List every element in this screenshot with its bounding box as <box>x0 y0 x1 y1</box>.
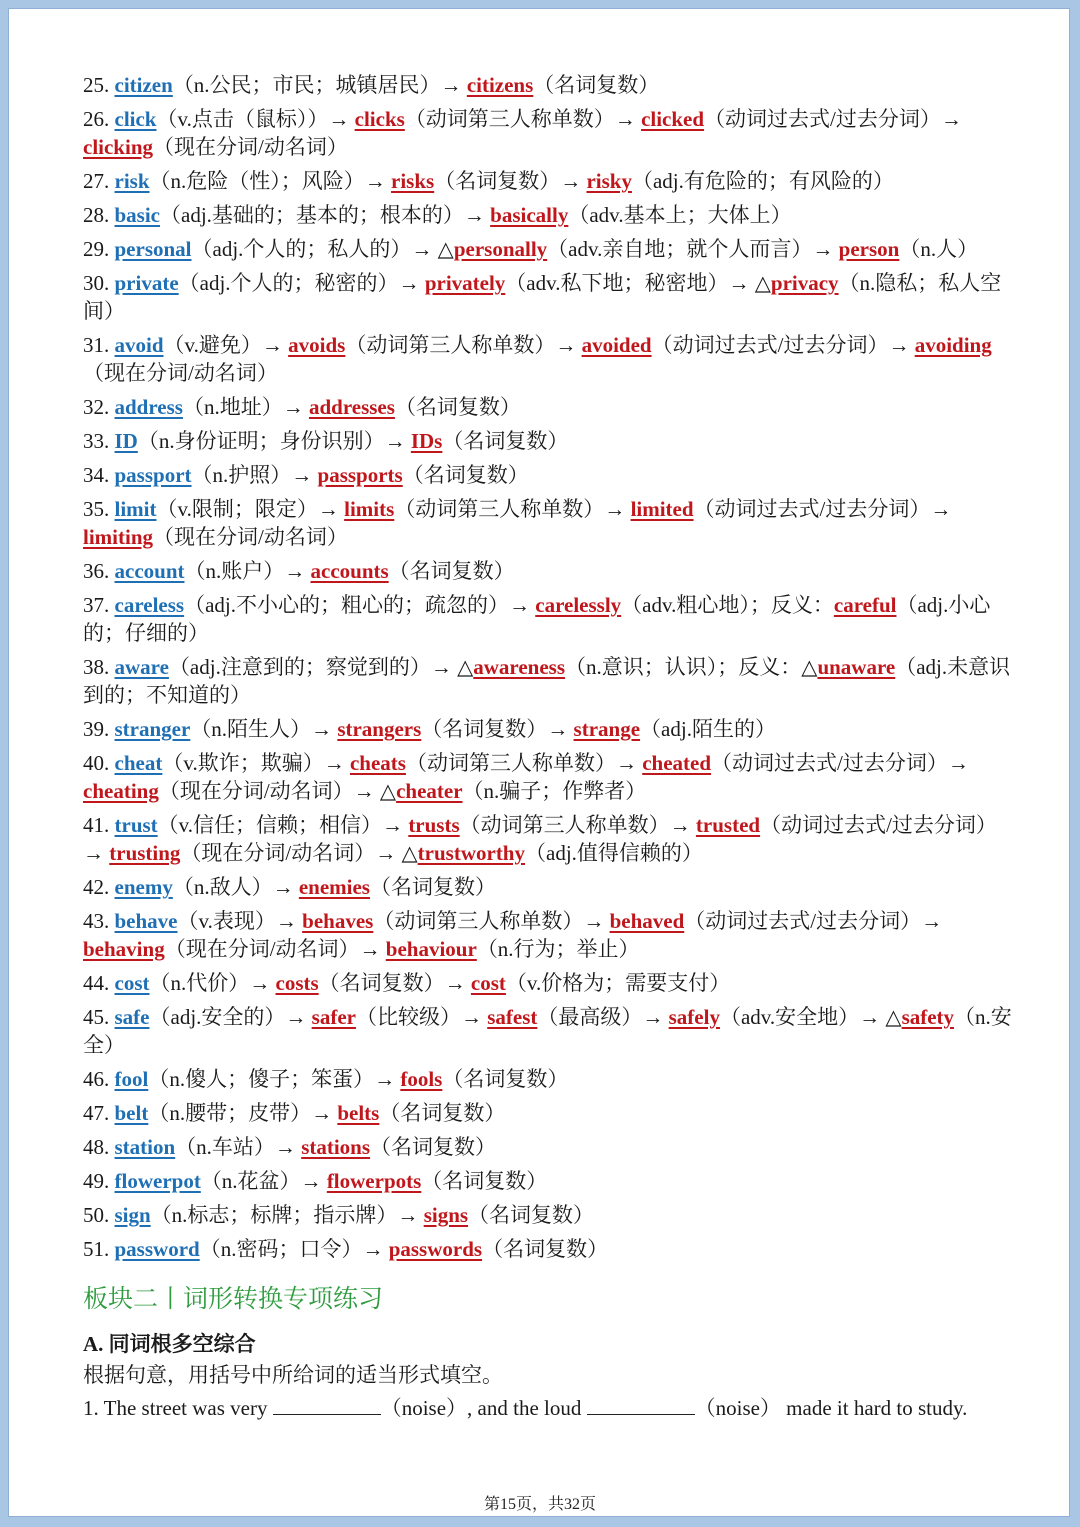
entry-text: （adj.有危险的；有风险的） <box>631 169 894 193</box>
derived-form: trustworthy <box>417 841 525 865</box>
headword: address <box>114 395 183 419</box>
headword: careless <box>114 593 185 617</box>
entry-number: 33. <box>83 429 115 453</box>
derived-form: passports <box>317 463 403 487</box>
vocab-entry <box>83 873 1013 901</box>
derived-form: limited <box>630 497 694 521</box>
entry-number: 25. <box>83 73 115 97</box>
entry-text: （n.密码；口令）→ <box>199 1237 389 1261</box>
entry-text: （adj.基础的；基本的；根本的）→ <box>160 203 491 227</box>
question-1 <box>83 1391 1013 1425</box>
derived-form: safest <box>487 1005 538 1029</box>
entry-text: （动词过去式/过去分词）→ <box>693 497 952 521</box>
derived-form: clicking <box>83 135 154 159</box>
entry-text: （v.点击（鼠标））→ <box>156 107 355 131</box>
entry-text: （动词第三人称单数）→ <box>459 813 696 837</box>
entry-number: 44. <box>83 971 115 995</box>
derived-form: safety <box>901 1005 955 1029</box>
vocab-entry <box>83 749 1013 805</box>
entry-text: （adj.不小心的；粗心的；疏忽的）→ <box>184 593 536 617</box>
entry-number: 31. <box>83 333 115 357</box>
entry-text: （动词第三人称单数）→ <box>373 909 610 933</box>
vocab-entry <box>83 461 1013 489</box>
page-footer: 第15页，共32页 <box>483 1496 596 1513</box>
entry-text: （n.敌人）→ <box>172 875 299 899</box>
derived-form: safely <box>668 1005 720 1029</box>
section-title: 板块二丨词形转换专项练习 <box>83 1284 384 1313</box>
entry-text: （v.价格为；需要支付） <box>505 971 731 995</box>
answer-blank[interactable] <box>273 1396 381 1415</box>
headword: belt <box>114 1101 149 1125</box>
headword: aware <box>114 655 169 679</box>
derived-form: avoided <box>581 333 652 357</box>
entry-text: （名词复数） <box>379 1101 506 1125</box>
entry-number: 36. <box>83 559 115 583</box>
headword: safe <box>114 1005 150 1029</box>
headword: trust <box>114 813 158 837</box>
entry-number: 48. <box>83 1135 115 1159</box>
derived-form: enemies <box>298 875 370 899</box>
derived-form: cost <box>470 971 506 995</box>
headword: cheat <box>114 751 163 775</box>
entry-text: （adj.未意识到的；不知道的） <box>83 655 1011 707</box>
entry-text: （n.陌生人）→ <box>190 717 338 741</box>
entry-number: 40. <box>83 751 115 775</box>
derived-form: privacy <box>770 271 839 295</box>
derived-form: behaviour <box>385 937 477 961</box>
headword: cost <box>114 971 150 995</box>
derived-form: unaware <box>817 655 896 679</box>
vocab-entry <box>83 393 1013 421</box>
derived-form: cheats <box>349 751 406 775</box>
entry-text: （动词过去式/过去分词）→ <box>83 813 997 865</box>
vocab-entry <box>83 653 1013 709</box>
entry-text: （v.欺诈；欺骗）→ <box>162 751 350 775</box>
derived-form: behaving <box>83 937 165 961</box>
derived-form: trusting <box>109 841 181 865</box>
entry-text: （名词复数）→ <box>421 717 574 741</box>
entry-text: （adj.值得信赖的） <box>525 841 703 865</box>
exercise-subtitle: A. 同词根多空综合 <box>83 1332 256 1356</box>
headword: basic <box>114 203 161 227</box>
vocab-entry <box>83 591 1013 647</box>
vocab-entry <box>83 331 1013 387</box>
derived-form: IDs <box>410 429 443 453</box>
entry-text: （动词过去式/过去分词）→ <box>704 107 962 131</box>
headword: fool <box>114 1067 149 1091</box>
vocab-entry <box>83 1003 1013 1059</box>
derived-form: strangers <box>337 717 422 741</box>
entry-number: 27. <box>83 169 115 193</box>
entry-text: （n.腰带；皮带）→ <box>148 1101 338 1125</box>
vocab-entry <box>83 811 1013 867</box>
entry-text: （v.信任；信赖；相信）→ <box>157 813 409 837</box>
entry-number: 47. <box>83 1101 115 1125</box>
entry-text: （名词复数） <box>442 429 569 453</box>
entry-text: （现在分词/动名词）→ <box>164 937 386 961</box>
entry-number: 35. <box>83 497 115 521</box>
derived-form: flowerpots <box>326 1169 422 1193</box>
vocab-entry <box>83 1133 1013 1161</box>
entry-text: （n.身份证明；身份识别）→ <box>137 429 411 453</box>
entry-text: （名词复数） <box>388 559 515 583</box>
entry-text: （n.花盆）→ <box>200 1169 327 1193</box>
entry-text: （adv.私下地；秘密地）→ △ <box>505 271 771 295</box>
content <box>83 71 1013 1425</box>
derived-form: careful <box>833 593 897 617</box>
entry-text: （现在分词/动名词） <box>83 361 278 385</box>
entry-text: （n.安全） <box>83 1005 1012 1057</box>
entry-number: 32. <box>83 395 115 419</box>
derived-form: signs <box>423 1203 469 1227</box>
exercise-instruction: 根据句意，用括号中所给词的适当形式填空。 <box>83 1363 503 1387</box>
vocab-entry <box>83 715 1013 743</box>
entry-number: 51. <box>83 1237 115 1261</box>
entry-text: （动词过去式/过去分词）→ <box>684 909 943 933</box>
question-text: 1. The street was very <box>83 1396 273 1420</box>
headword: risk <box>114 169 150 193</box>
derived-form: avoids <box>288 333 346 357</box>
derived-form: clicks <box>354 107 405 131</box>
entry-text: （动词第三人称单数）→ <box>405 751 643 775</box>
vocab-entry <box>83 969 1013 997</box>
question-text: （noise）, and the loud <box>380 1396 587 1420</box>
entry-number: 49. <box>83 1169 115 1193</box>
entry-text: （现在分词/动名词）→ △ <box>180 841 418 865</box>
vocab-entry <box>83 269 1013 325</box>
headword: private <box>114 271 179 295</box>
derived-form: fools <box>400 1067 443 1091</box>
derived-form: clicked <box>641 107 705 131</box>
headword: passport <box>114 463 192 487</box>
vocab-entry <box>83 495 1013 551</box>
entry-text: （动词第三人称单数）→ <box>394 497 631 521</box>
entry-number: 29. <box>83 237 115 261</box>
derived-form: cheater <box>396 779 463 803</box>
entry-text: （名词复数） <box>442 1067 569 1091</box>
entry-text: （adj.注意到的；察觉到的）→ △ <box>168 655 474 679</box>
entry-text: （名词复数）→ <box>318 971 471 995</box>
headword: ID <box>114 429 138 453</box>
entry-text: （名词复数） <box>369 875 496 899</box>
headword: click <box>114 107 157 131</box>
vocab-entry <box>83 1201 1013 1229</box>
entry-text: （n.护照）→ <box>191 463 318 487</box>
headword: station <box>114 1135 176 1159</box>
derived-form: basically <box>490 203 569 227</box>
headword: personal <box>114 237 192 261</box>
entry-text: （名词复数） <box>468 1203 595 1227</box>
headword: avoid <box>114 333 164 357</box>
entry-text: （v.避免）→ <box>163 333 289 357</box>
entry-text: （n.隐私；私人空间） <box>83 271 1002 323</box>
vocab-entry <box>83 1099 1013 1127</box>
vocab-entry <box>83 907 1013 963</box>
entry-text: （adv.基本上；大体上） <box>568 203 792 227</box>
entry-text: （n.车站）→ <box>175 1135 302 1159</box>
derived-form: limiting <box>83 525 154 549</box>
entry-text: （动词第三人称单数）→ <box>404 107 642 131</box>
entry-text: （adj.个人的；私人的）→ △ <box>191 237 454 261</box>
derived-form: person <box>838 237 900 261</box>
derived-form: cheating <box>83 779 159 803</box>
entry-text: （adj.安全的）→ <box>149 1005 312 1029</box>
entry-text: （n.意识；认识）；反义：△ <box>565 655 818 679</box>
entry-number: 37. <box>83 593 115 617</box>
entry-text: （名词复数） <box>402 463 529 487</box>
entry-text: （名词复数） <box>533 73 660 97</box>
headword: behave <box>114 909 178 933</box>
vocab-entry <box>83 427 1013 455</box>
entry-text: （n.公民；市民；城镇居民）→ <box>172 73 467 97</box>
entry-text: （名词复数） <box>482 1237 609 1261</box>
entry-text: （adv.安全地）→ △ <box>719 1005 902 1029</box>
document-page <box>8 8 1070 1517</box>
headword: sign <box>114 1203 151 1227</box>
question-text: （noise） made it hard to study. <box>694 1396 968 1420</box>
entry-text: （adv.粗心地）；反义： <box>621 593 834 617</box>
derived-form: stations <box>301 1135 371 1159</box>
entry-number: 41. <box>83 813 115 837</box>
entry-number: 34. <box>83 463 115 487</box>
derived-form: behaved <box>609 909 685 933</box>
entry-text: （n.账户）→ <box>184 559 311 583</box>
vocab-entry <box>83 71 1013 99</box>
vocab-entry <box>83 235 1013 263</box>
derived-form: addresses <box>308 395 395 419</box>
entry-number: 43. <box>83 909 115 933</box>
entry-text: （adj.小心的；仔细的） <box>83 593 991 645</box>
entry-text: （比较级）→ <box>355 1005 488 1029</box>
entry-text: （adj.陌生的） <box>640 717 776 741</box>
entry-text: （动词过去式/过去分词）→ <box>711 751 969 775</box>
headword: limit <box>114 497 157 521</box>
entry-number: 30. <box>83 271 115 295</box>
derived-form: limits <box>344 497 395 521</box>
entry-number: 28. <box>83 203 115 227</box>
derived-form: risky <box>586 169 632 193</box>
vocab-entry <box>83 1235 1013 1263</box>
entry-text: （现在分词/动名词） <box>153 135 348 159</box>
entry-number: 39. <box>83 717 115 741</box>
entry-text: （n.傻人；傻子；笨蛋）→ <box>148 1067 401 1091</box>
entry-text: （n.骗子；作弊者） <box>462 779 647 803</box>
entry-number: 50. <box>83 1203 115 1227</box>
entry-text: （名词复数）→ <box>434 169 587 193</box>
derived-form: carelessly <box>535 593 622 617</box>
vocab-list <box>83 71 1013 1263</box>
derived-form: personally <box>453 237 548 261</box>
entry-text: （现在分词/动名词）→ △ <box>158 779 397 803</box>
entry-text: （动词第三人称单数）→ <box>345 333 582 357</box>
headword: enemy <box>114 875 173 899</box>
derived-form: strange <box>573 717 641 741</box>
entry-text: （n.危险（性）；风险）→ <box>149 169 392 193</box>
entry-text: （n.行为；举止） <box>476 937 640 961</box>
derived-form: trusts <box>408 813 460 837</box>
derived-form: trusted <box>695 813 761 837</box>
headword: password <box>114 1237 200 1261</box>
derived-form: accounts <box>310 559 389 583</box>
entry-text: （名词复数） <box>394 395 521 419</box>
derived-form: costs <box>275 971 319 995</box>
entry-text: （现在分词/动名词） <box>153 525 348 549</box>
entry-text: （v.表现）→ <box>177 909 303 933</box>
vocab-entry <box>83 557 1013 585</box>
entry-number: 45. <box>83 1005 115 1029</box>
entry-number: 42. <box>83 875 115 899</box>
entry-number: 38. <box>83 655 115 679</box>
entry-text: （名词复数） <box>370 1135 497 1159</box>
derived-form: avoiding <box>914 333 992 357</box>
entry-number: 46. <box>83 1067 115 1091</box>
derived-form: citizens <box>466 73 534 97</box>
entry-text: （名词复数） <box>421 1169 548 1193</box>
headword: account <box>114 559 185 583</box>
derived-form: awareness <box>473 655 566 679</box>
entry-text: （v.限制；限定）→ <box>156 497 345 521</box>
entry-text: （动词过去式/过去分词）→ <box>651 333 915 357</box>
derived-form: safer <box>311 1005 356 1029</box>
entry-text: （n.人） <box>899 237 979 261</box>
headword: flowerpot <box>114 1169 201 1193</box>
derived-form: belts <box>337 1101 380 1125</box>
vocab-entry <box>83 1167 1013 1195</box>
entry-text: （adj.个人的；秘密的）→ <box>178 271 425 295</box>
derived-form: privately <box>424 271 506 295</box>
entry-text: （adv.亲自地；就个人而言）→ <box>547 237 839 261</box>
derived-form: behaves <box>302 909 374 933</box>
vocab-entry <box>83 201 1013 229</box>
headword: stranger <box>114 717 191 741</box>
entry-text: （n.标志；标牌；指示牌）→ <box>150 1203 424 1227</box>
derived-form: risks <box>391 169 435 193</box>
vocab-entry <box>83 167 1013 195</box>
entry-text: （n.代价）→ <box>149 971 276 995</box>
answer-blank[interactable] <box>587 1396 695 1415</box>
derived-form: passwords <box>388 1237 483 1261</box>
entry-text: （n.地址）→ <box>182 395 309 419</box>
headword: citizen <box>114 73 173 97</box>
derived-form: cheated <box>642 751 712 775</box>
vocab-entry <box>83 1065 1013 1093</box>
vocab-entry <box>83 105 1013 161</box>
entry-number: 26. <box>83 107 115 131</box>
entry-text: （最高级）→ <box>537 1005 669 1029</box>
